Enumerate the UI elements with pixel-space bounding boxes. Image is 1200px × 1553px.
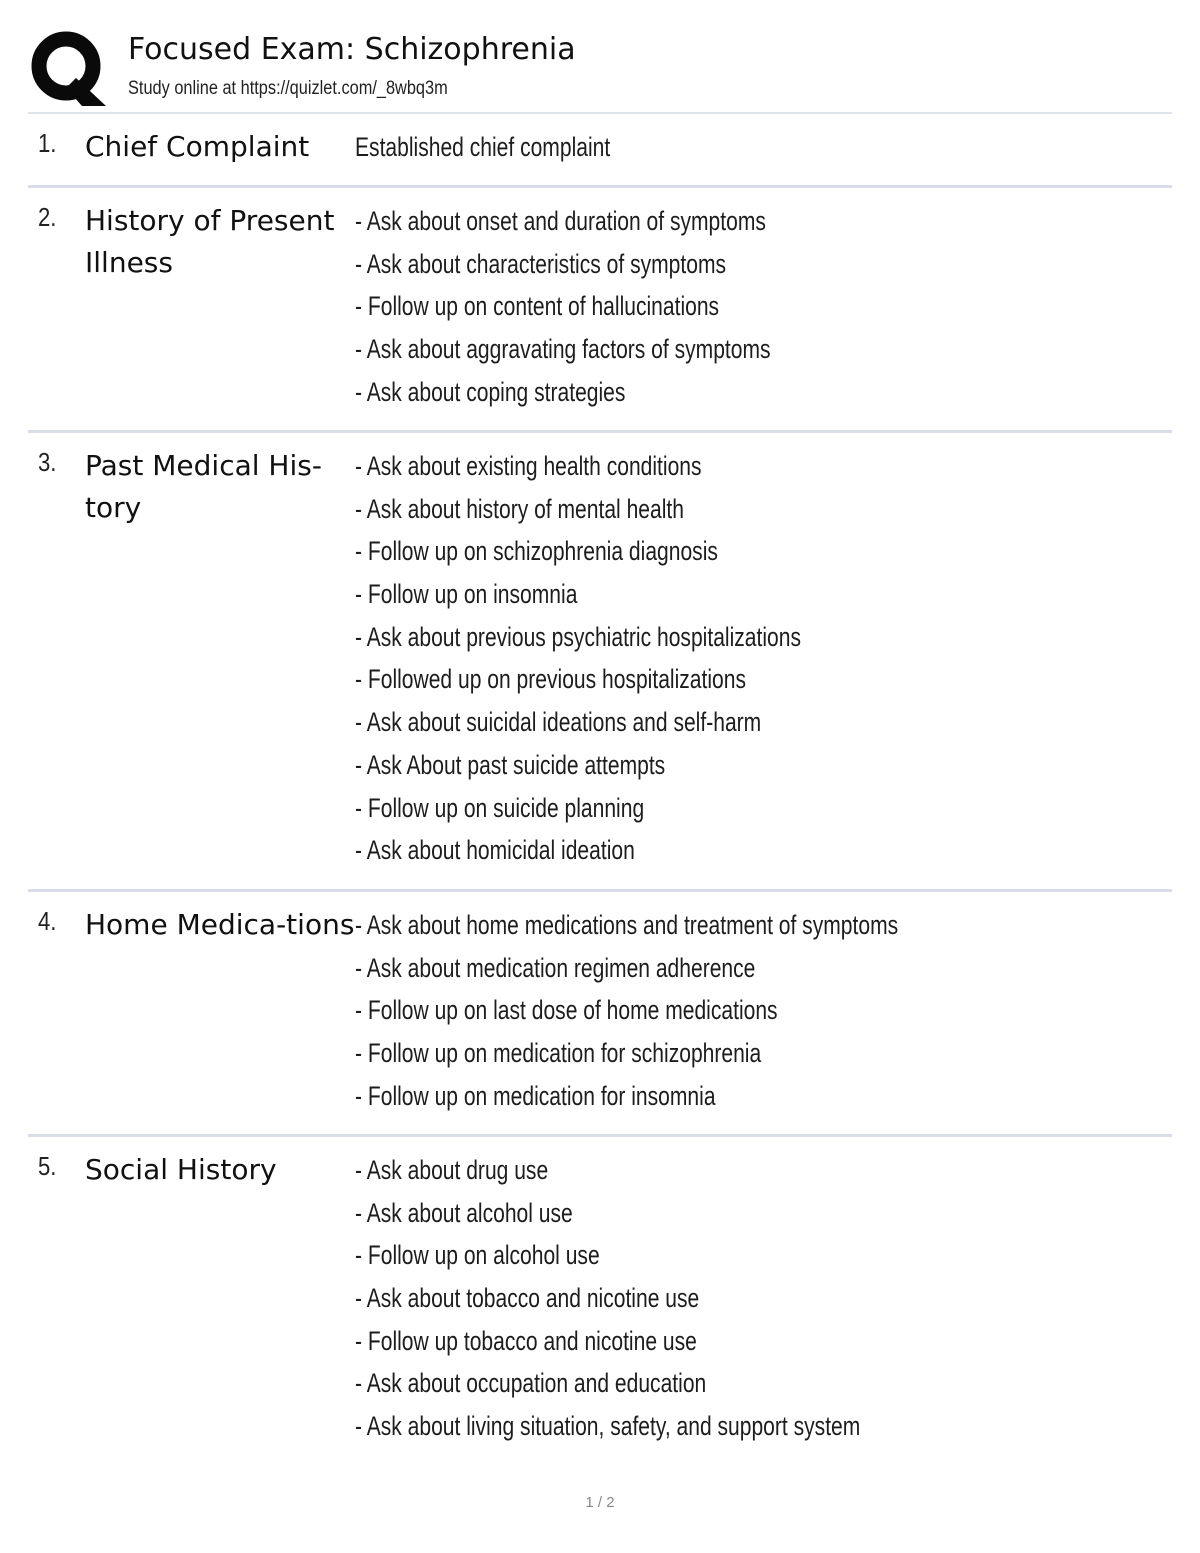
definition-line: - Ask about existing health conditions bbox=[355, 451, 702, 481]
card-term: Past Medical His-tory bbox=[85, 449, 322, 524]
definition-line: - Ask about medication regimen adherence bbox=[355, 952, 756, 983]
definition-line: - Ask about drug use bbox=[355, 1155, 549, 1185]
definition-line: - Ask about history of mental health bbox=[355, 493, 684, 524]
definition-line: - Follow up on schizophrenia diagnosis bbox=[355, 536, 718, 567]
page-title: Focused Exam: Schizophrenia bbox=[128, 32, 576, 67]
card-number: 3. bbox=[38, 447, 57, 477]
definition-line: - Ask about previous psychiatric hospitalizations bbox=[355, 621, 802, 652]
definition-line: - Followed up on previous hospitalizations bbox=[355, 664, 746, 695]
definition-line: - Follow up tobacco and nicotine use bbox=[355, 1325, 697, 1356]
card-definition bbox=[355, 126, 1135, 169]
study-link-text: Study online at https://quizlet.com/_8wbq3m bbox=[128, 78, 448, 99]
definition-line: - Follow up on alcohol use bbox=[355, 1240, 600, 1271]
definition-line: - Follow up on insomnia bbox=[355, 579, 578, 610]
definition-line: - Ask about suicidal ideations and self-harm bbox=[355, 707, 762, 738]
definition-line: - Ask about aggravating factors of symptoms bbox=[355, 334, 771, 365]
definition-line: Established chief complaint bbox=[355, 132, 611, 162]
definition-line: - Follow up on medication for insomnia bbox=[355, 1080, 716, 1111]
header bbox=[30, 28, 1170, 112]
definition-line: - Follow up on content of hallucinations bbox=[355, 291, 720, 322]
card-home-medications bbox=[28, 892, 1172, 1137]
definition-line: - Ask About past suicide attempts bbox=[355, 749, 666, 780]
card-number: 2. bbox=[38, 202, 57, 232]
card-chief-complaint bbox=[28, 114, 1172, 188]
card-number: 1. bbox=[38, 128, 57, 158]
definition-line: - Ask about alcohol use bbox=[355, 1197, 573, 1228]
card-past-medical-history bbox=[28, 433, 1172, 892]
definition-line: - Ask about living situation, safety, and support system bbox=[355, 1411, 861, 1442]
definition-line: - Ask about home medications and treatment of symptoms bbox=[355, 910, 899, 940]
card-term: Chief Complaint bbox=[85, 130, 310, 163]
definition-line: - Follow up on medication for schizophrenia bbox=[355, 1038, 762, 1069]
definition-line: - Follow up on suicide planning bbox=[355, 792, 645, 823]
definition-line: - Ask about characteristics of symptoms bbox=[355, 248, 727, 279]
definition-line: - Ask about onset and duration of symptoms bbox=[355, 206, 766, 236]
card-social-history bbox=[28, 1137, 1172, 1457]
definition-line: - Ask about coping strategies bbox=[355, 376, 626, 407]
card-term: Social History bbox=[85, 1153, 277, 1186]
card-number: 5. bbox=[38, 1151, 57, 1181]
definition-line: - Ask about occupation and education bbox=[355, 1368, 707, 1399]
definition-line: - Ask about homicidal ideation bbox=[355, 835, 635, 866]
card-definition bbox=[355, 200, 1135, 413]
card-term: Home Medica-tions bbox=[85, 908, 355, 941]
quizlet-q-logo-icon bbox=[30, 30, 108, 108]
definition-line: - Follow up on last dose of home medications bbox=[355, 995, 778, 1026]
card-definition bbox=[355, 445, 1135, 872]
card-term: History of Present Illness bbox=[85, 204, 335, 279]
page-number: 1 / 2 bbox=[585, 1494, 615, 1511]
card-number: 4. bbox=[38, 906, 57, 936]
definition-line: - Ask about tobacco and nicotine use bbox=[355, 1283, 700, 1314]
card-definition bbox=[355, 1149, 1135, 1448]
card-definition bbox=[355, 904, 1135, 1117]
card-history-present-illness bbox=[28, 188, 1172, 433]
